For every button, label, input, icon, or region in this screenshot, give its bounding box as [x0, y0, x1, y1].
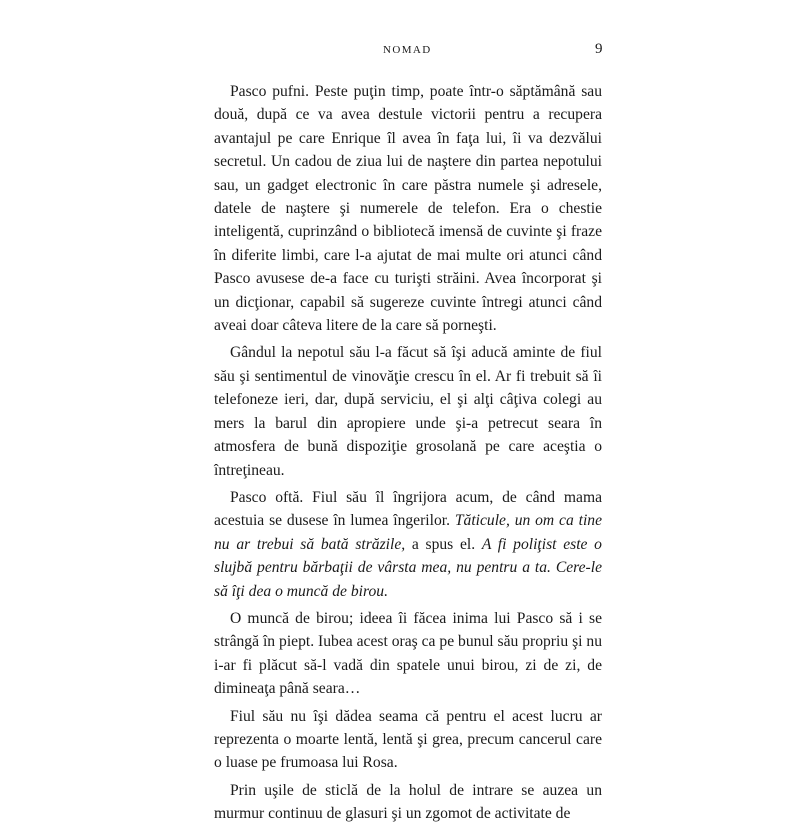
italic-dialogue: Tăticule, un om ca tine nu ar trebui să bată străzile,	[214, 512, 602, 553]
running-head: NOMAD	[383, 44, 432, 56]
paragraph-text: Pasco oftă. Fiul său îl îngrijora acum, de când mama acestuia se dusese în lumea îngerilor.	[214, 488, 602, 530]
italic-dialogue: A fi poliţist este o slujbă pentru bărbaţii de vârsta mea, nu pentru a ta. Cere-le să îţi dea o muncă de birou.	[214, 535, 602, 600]
paragraph	[214, 705, 602, 775]
paragraph	[214, 80, 602, 337]
paragraph-text: Fiul său nu îşi dădea seama că pentru el acest lucru ar reprezenta o moarte lentă, lentă şi grea, precum cancerul care o luase pe frumoasa lui Rosa.	[214, 707, 602, 772]
paragraph-text: Gândul la nepotul său l-a făcut să îşi aducă aminte de fiul său şi sentimentul de vinovăţie crescu în el. Ar fi trebuit să îi telefoneze ieri, dar, după serviciu, el şi alţi câţiva colegi au mers la barul din apropiere unde şi-a petrecut seara în atmosfera de bună dispoziţie grosolană pe care aceştia o întreţineau.	[214, 344, 602, 479]
paragraph-text: O muncă de birou; ideea îi făcea inima lui Pasco să i se strângă în piept. Iubea acest oraş ca pe bunul său propriu şi nu i-ar fi plăcut să-l vadă din spatele unui birou, zi de zi, de dimineaţa până seara…	[214, 609, 602, 698]
page-number: 9	[595, 41, 603, 57]
paragraph-text: Prin uşile de sticlă de la holul de intrare se auzea un murmur continuu de glasuri şi un zgomot de activitate de	[214, 781, 602, 823]
paragraph	[214, 341, 602, 481]
body-text	[214, 80, 602, 826]
paragraph	[214, 607, 602, 701]
paragraph-text: a spus el.	[405, 535, 482, 553]
paragraph-text: Pasco pufni. Peste puţin timp, poate într-o săptămână sau două, după ce va avea destule victorii pentru a recupera avantajul pe care Enrique îl avea în faţa lui, îi va dezvălui secretul. Un cadou de ziua lui de naştere din partea nepotului sau, un gadget electronic în care păstra numele şi adresele, datele de naştere şi numerele de telefon. Era o chestie inteligentă, cuprinzând o bibliotecă imensă de cuvinte şi fraze în diferite limbi, care l-a ajutat de mai multe ori atunci când Pasco avusese de-a face cu turişti străini. Avea încorporat şi un dicţionar, capabil să sugereze cuvinte întregi atunci când aveai doar câteva litere de la care să porneşti.	[214, 83, 602, 335]
paragraph	[214, 779, 602, 826]
paragraph	[214, 486, 602, 603]
